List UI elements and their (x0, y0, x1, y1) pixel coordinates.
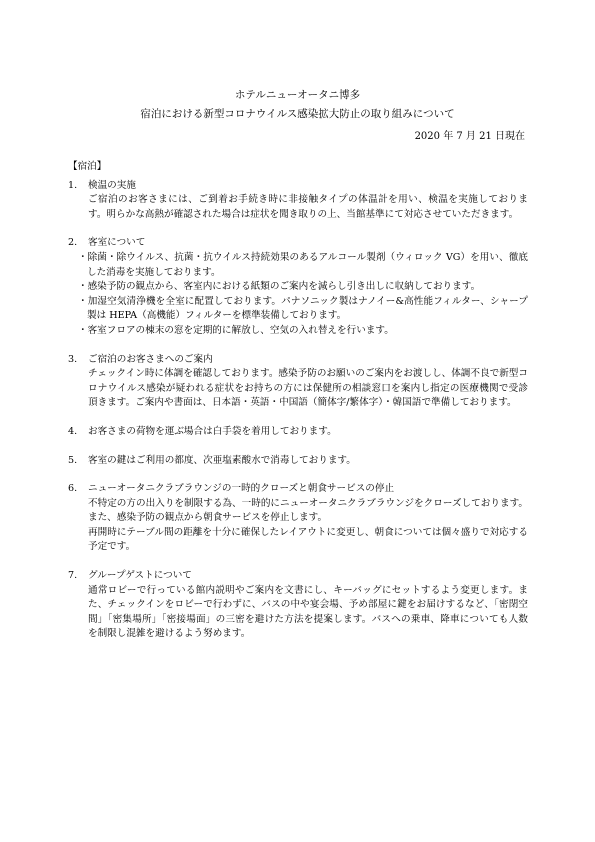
item-title: グループゲストについて (88, 570, 192, 582)
item-body (68, 497, 528, 555)
item-heading (68, 454, 528, 469)
item-number: 1. (68, 179, 78, 191)
item-list (68, 179, 528, 642)
item-heading (68, 425, 528, 440)
bullet-item: ・除菌・除ウイルス、抗菌・抗ウイルス持続効果のあるアルコール製剤（ウィロック VG）を用い、徹底した消毒を実施しております。 (78, 251, 528, 278)
list-item (68, 179, 528, 223)
item-title: ご宿泊のお客さまへのご案内 (88, 353, 213, 365)
item-paragraph: 不特定の方の出入りを制限する為、一時的にニューオータニクラブラウンジをクローズしております。また、感染予防の観点から朝食サービスを停止します。 (88, 497, 528, 524)
item-body (68, 193, 528, 222)
item-paragraph: ご宿泊のお客さまには、ご到着お手続き時に非接触タイプの体温計を用い、検温を実施しております。明らかな高熱が確認された場合は症状を聞き取りの上、当館基準にて対応させていただきます。 (88, 194, 528, 220)
item-heading (68, 179, 528, 194)
item-heading (68, 353, 528, 368)
item-title: 客室の鍵はご利用の都度、次亜塩素酸水で消毒しております。 (88, 454, 356, 466)
document-date: 2020 年 7 月 21 日現在 (414, 131, 525, 142)
list-item (68, 569, 528, 642)
item-title: 客室について (88, 237, 146, 249)
item-number: 2. (68, 237, 78, 249)
item-number: 3. (68, 353, 78, 365)
item-number: 7. (68, 570, 78, 582)
bullet-list (68, 251, 528, 339)
item-heading (68, 569, 528, 584)
item-paragraph: チェックイン時に体調を確認しております。感染予防のお願いのご案内をお渡しし、体調不良で新型コロナウイルス感染が疑われる症状をお持ちの方には保健所の相談窓口を案内し指定の医療機関で受診頂きます。ご案内や書面は、日本語・英語・中国語（簡体字/繁体字）・韓国語で準備しております。 (88, 368, 528, 409)
item-paragraph: 通常ロビーで行っている館内説明やご案内を文書にし、キーバッグにセットするよう変更します。また、チェックインをロビーで行わずに、バスの中や宴会場、予め部屋に鍵をお届けするなど、「密閉空間」「密集場所」「密接場面」の三密を避けた方法を提案します。バスへの乗車、降車についても人数を制限し混雑を避けるよう努めます。 (88, 584, 528, 640)
hotel-name: ホテルニューオータニ博多 (234, 89, 361, 101)
bullet-item: ・加湿空気清浄機を全室に配置しております。パナソニック製はナノイー&高性能フィルター、シャープ製は HEPA（高機能）フィルターを標準装備しております。 (78, 295, 528, 322)
item-title: お客さまの荷物を運ぶ場合は白手袋を着用しております。 (88, 425, 337, 437)
list-item (68, 236, 528, 338)
item-number: 5. (68, 454, 78, 466)
list-item (68, 454, 528, 469)
section-label: 【宿泊】 (68, 161, 107, 172)
document-header (0, 86, 595, 124)
item-heading (68, 236, 528, 251)
item-title: 検温の実施 (88, 179, 136, 191)
item-heading (68, 482, 528, 497)
item-number: 6. (68, 483, 78, 495)
item-title: ニューオータニクラブラウンジの一時的クローズと朝食サービスの停止 (88, 483, 395, 495)
item-body (68, 367, 528, 411)
item-paragraph: 再開時にテーブル間の距離を十分に確保したレイアウトに変更し、朝食については個々盛りで対応する予定です。 (88, 526, 528, 553)
item-body (68, 584, 528, 642)
list-item (68, 425, 528, 440)
bullet-item: ・感染予防の観点から、客室内における紙類のご案内を減らし引き出しに収納しております。 (78, 281, 481, 293)
bullet-item: ・客室フロアの棟末の窓を定期的に解放し、空気の入れ替えを行います。 (78, 324, 394, 336)
list-item (68, 353, 528, 411)
list-item (68, 482, 528, 555)
item-number: 4. (68, 425, 78, 437)
document-body (68, 160, 528, 656)
document-title: 宿泊における新型コロナウイルス感染拡大防止の取り組みについて (140, 108, 455, 120)
